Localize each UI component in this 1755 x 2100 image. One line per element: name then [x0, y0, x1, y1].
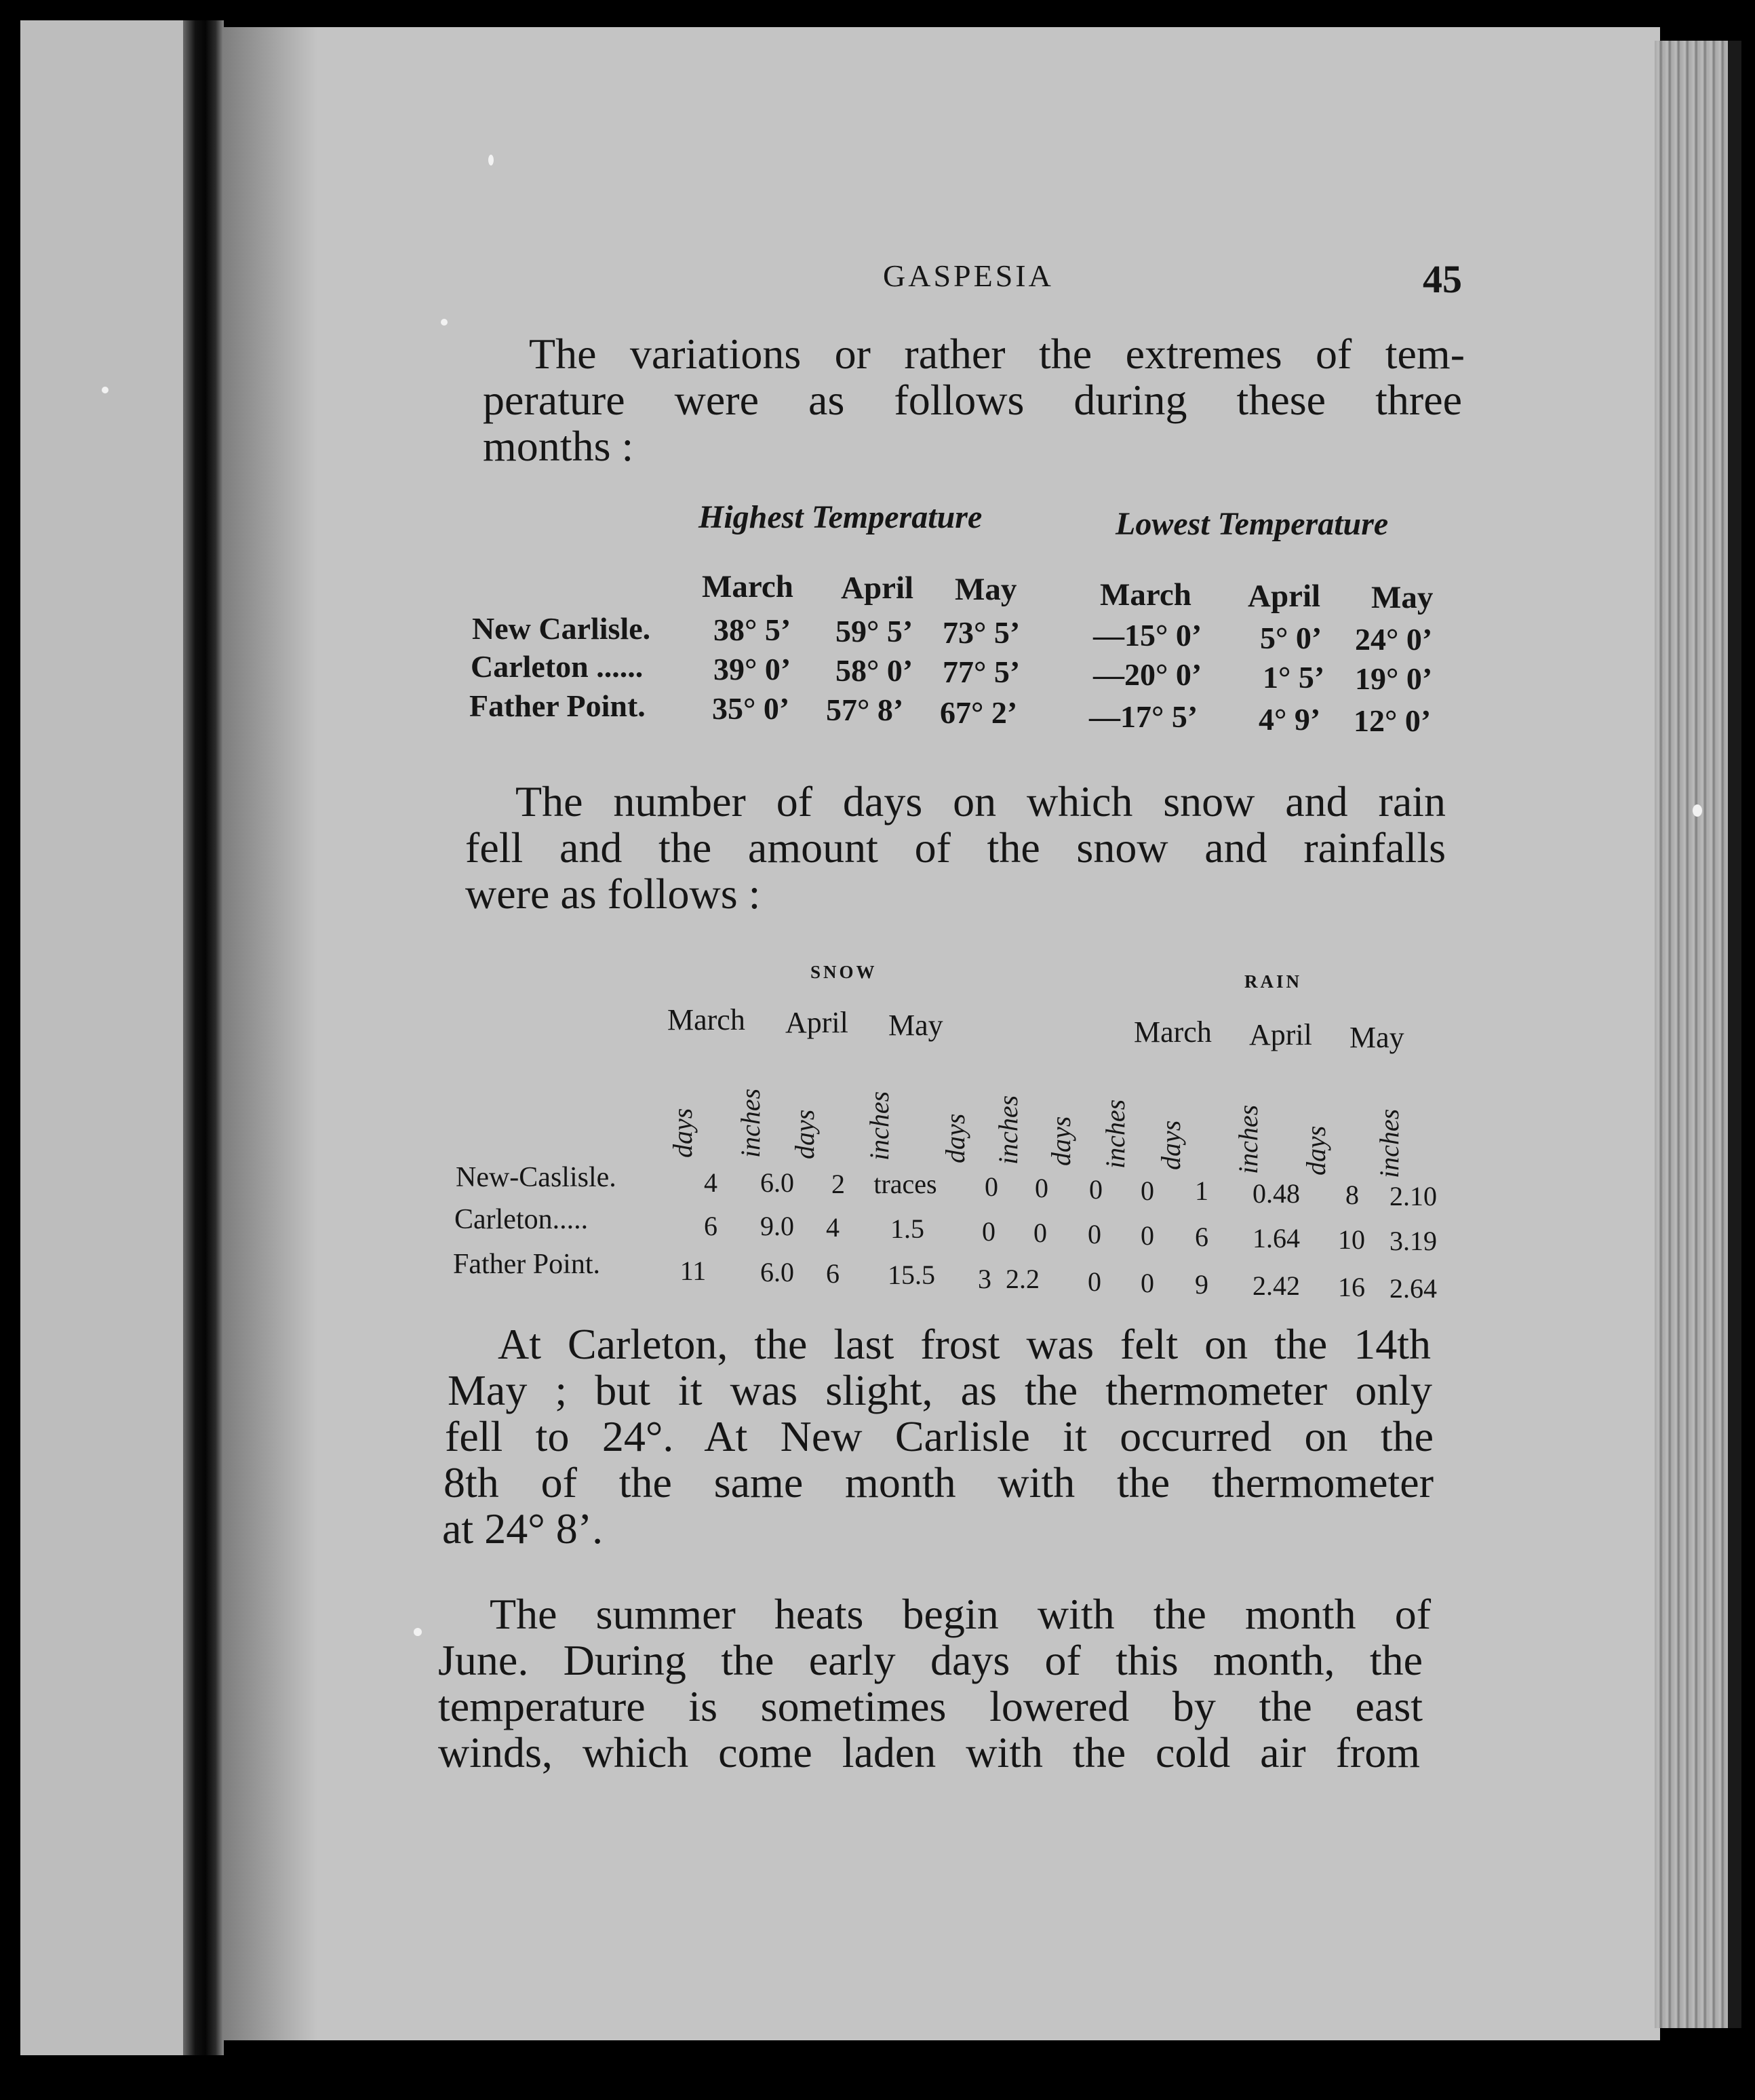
paragraph-line: May ; but it was slight, as the thermometer only — [448, 1366, 1432, 1414]
unit-header: days — [789, 1109, 820, 1159]
page-edges — [1655, 41, 1729, 2028]
table-cell: 5° 0’ — [1260, 621, 1322, 655]
table-cell: 77° 5’ — [943, 655, 1021, 689]
snow-header: SNOW — [810, 962, 878, 982]
table-cell: 9.0 — [760, 1211, 794, 1241]
unit-header: inches — [1374, 1108, 1404, 1178]
table-cell: 9 — [1195, 1269, 1208, 1300]
table-cell: 4 — [826, 1212, 840, 1243]
paragraph-line: winds, which come laden with the cold air from — [438, 1728, 1420, 1776]
table-cell: 8 — [1345, 1180, 1359, 1210]
scan-speck — [414, 1628, 422, 1636]
month-header: May — [1349, 1021, 1404, 1054]
scan-speck — [102, 387, 109, 393]
table-cell: 0 — [1141, 1220, 1154, 1251]
table-cell: 67° 2’ — [940, 695, 1018, 730]
table-cell: —15° 0’ — [1093, 618, 1202, 653]
month-header: April — [1248, 579, 1321, 614]
row-label: New Carlisle. — [472, 611, 651, 646]
scan-speck — [441, 319, 448, 326]
book-gutter — [183, 20, 224, 2055]
month-header: May — [955, 572, 1017, 607]
page-edge-shadow — [1728, 41, 1741, 2028]
table-cell: 6 — [826, 1258, 840, 1289]
table-cell: 12° 0’ — [1354, 703, 1432, 738]
table-cell: 59° 5’ — [835, 614, 913, 648]
unit-header: days — [940, 1113, 970, 1163]
unit-header: days — [1046, 1116, 1076, 1166]
paragraph-line: At Carleton, the last frost was felt on the 14th — [498, 1320, 1431, 1368]
table-cell: 2.64 — [1389, 1273, 1437, 1304]
table-cell: 0 — [1033, 1218, 1047, 1248]
table-cell: 15.5 — [888, 1260, 935, 1290]
highest-temperature-header: Highest Temperature — [698, 499, 983, 535]
row-label: Father Point. — [469, 688, 646, 723]
table-cell: 2.2 — [1006, 1264, 1040, 1294]
table-cell: 3.19 — [1389, 1226, 1437, 1256]
paragraph-line: The variations or rather the extremes of tem- — [529, 330, 1465, 378]
month-header: April — [1249, 1018, 1312, 1051]
page-number: 45 — [1423, 257, 1462, 301]
table-cell: 4 — [704, 1167, 717, 1198]
month-header: April — [841, 570, 914, 606]
table-cell: 0 — [1035, 1173, 1048, 1203]
row-label: New-Caslisle. — [456, 1162, 616, 1193]
table-cell: 10 — [1338, 1224, 1365, 1255]
row-label: Carleton..... — [454, 1204, 589, 1235]
table-cell: —17° 5’ — [1089, 699, 1198, 734]
month-header: March — [1100, 577, 1191, 612]
unit-header: days — [667, 1108, 698, 1158]
paragraph-line: The number of days on which snow and rain — [515, 777, 1446, 825]
unit-header: days — [1156, 1120, 1186, 1170]
table-cell: 57° 8’ — [826, 693, 904, 727]
table-cell: 39° 0’ — [713, 652, 791, 686]
row-label: Carleton ...... — [471, 649, 644, 684]
page-shadow — [222, 27, 317, 2040]
table-cell: 1.5 — [890, 1213, 924, 1244]
table-cell: 1 — [1195, 1175, 1208, 1206]
month-header: May — [888, 1009, 943, 1042]
table-cell: 0 — [982, 1216, 995, 1247]
table-cell: 1.64 — [1253, 1223, 1300, 1253]
table-cell: 0.48 — [1253, 1178, 1300, 1209]
table-cell: 2 — [831, 1169, 845, 1199]
month-header: March — [702, 569, 793, 604]
table-cell: —20° 0’ — [1093, 657, 1202, 692]
table-cell: traces — [873, 1169, 937, 1199]
table-cell: 73° 5’ — [943, 615, 1021, 650]
unit-header: inches — [735, 1088, 766, 1158]
table-cell: 6.0 — [760, 1257, 794, 1287]
table-cell: 0 — [1088, 1219, 1101, 1249]
table-cell: 4° 9’ — [1259, 702, 1321, 737]
paragraph-line: at 24° 8’. — [442, 1504, 604, 1553]
paragraph-line: perature were as follows during these three — [483, 376, 1462, 424]
table-cell: 11 — [679, 1256, 707, 1286]
table-cell: 0 — [985, 1171, 998, 1202]
table-cell: 24° 0’ — [1355, 622, 1433, 657]
table-cell: 1° 5’ — [1263, 660, 1325, 695]
table-cell: 0 — [1141, 1175, 1154, 1206]
unit-header: inches — [864, 1091, 894, 1161]
table-cell: 3 — [978, 1264, 991, 1294]
paragraph-line: were as follows : — [465, 870, 761, 918]
paragraph-line: The summer heats begin with the month of — [490, 1590, 1431, 1638]
scan-speck — [1693, 804, 1702, 817]
unit-header: inches — [993, 1095, 1023, 1165]
running-head: GASPESIA — [883, 258, 1054, 293]
table-cell: 2.42 — [1253, 1270, 1300, 1301]
month-header: March — [1134, 1015, 1212, 1049]
rain-header: RAIN — [1244, 971, 1303, 992]
paragraph-line: fell to 24°. At New Carlisle it occurred on the — [445, 1412, 1434, 1460]
paragraph-line: temperature is sometimes lowered by the east — [438, 1682, 1423, 1730]
paragraph-line: fell and the amount of the snow and rainfalls — [465, 823, 1446, 872]
month-header: March — [667, 1003, 745, 1036]
table-cell: 0 — [1088, 1266, 1101, 1297]
table-cell: 6 — [704, 1211, 717, 1241]
table-cell: 0 — [1089, 1174, 1103, 1205]
month-header: May — [1371, 580, 1434, 615]
paragraph-line: months : — [483, 422, 634, 470]
table-cell: 58° 0’ — [835, 653, 913, 688]
table-cell: 6.0 — [760, 1167, 794, 1198]
month-header: April — [785, 1006, 848, 1039]
table-cell: 2.10 — [1389, 1181, 1437, 1211]
paragraph-line: 8th of the same month with the thermometer — [443, 1458, 1434, 1506]
table-cell: 19° 0’ — [1355, 661, 1433, 696]
unit-header: inches — [1100, 1099, 1130, 1169]
table-cell: 16 — [1338, 1272, 1365, 1302]
table-cell: 0 — [1141, 1268, 1154, 1298]
row-label: Father Point. — [453, 1249, 600, 1280]
lowest-temperature-header: Lowest Temperature — [1116, 506, 1389, 542]
scan-speck — [488, 155, 494, 166]
left-page — [20, 20, 198, 2055]
unit-header: inches — [1233, 1104, 1263, 1174]
table-cell: 6 — [1195, 1222, 1208, 1252]
table-cell: 38° 5’ — [713, 612, 791, 647]
unit-header: days — [1301, 1125, 1331, 1175]
paragraph-line: June. During the early days of this month, the — [438, 1636, 1423, 1684]
table-cell: 35° 0’ — [712, 691, 790, 726]
